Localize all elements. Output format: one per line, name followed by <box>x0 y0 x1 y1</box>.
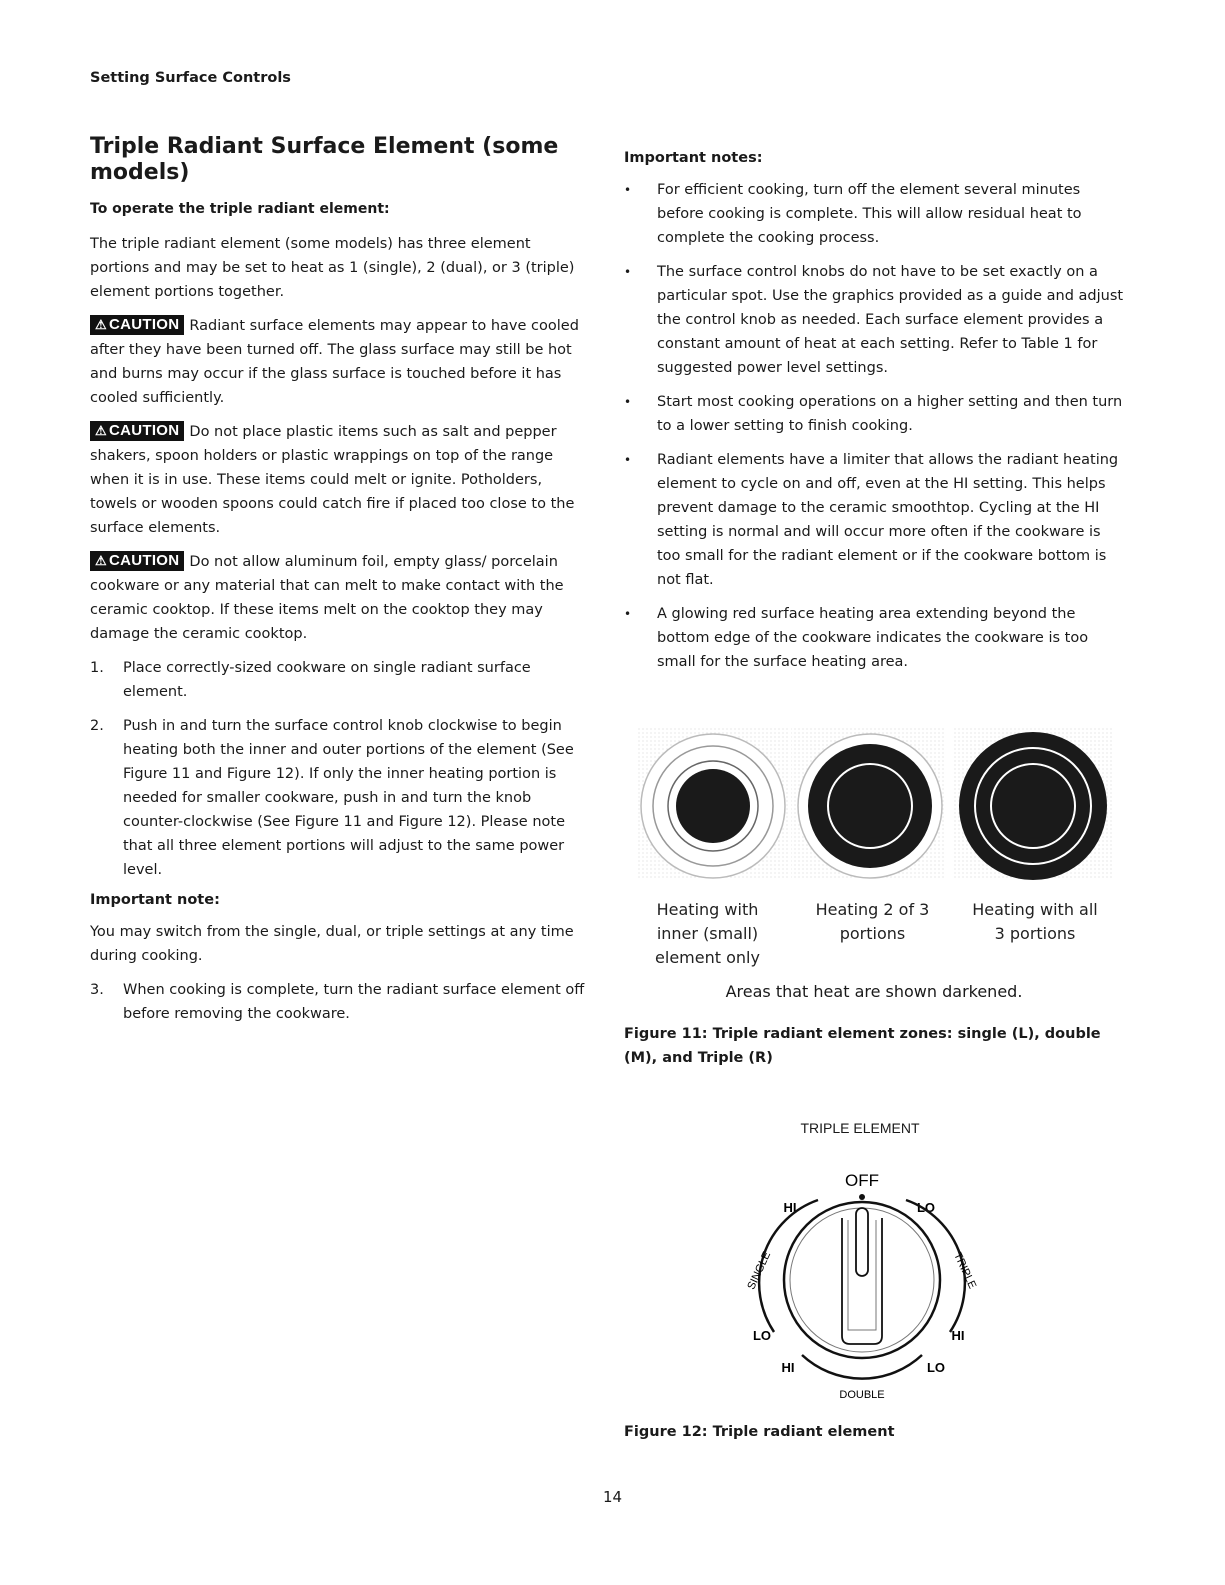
step-text: Place correctly-sized cookware on single radiant surface element. <box>123 659 531 700</box>
caution-text-1: Radiant surface elements may appear to have cooled after they have been turned off. The glass surface may still be hot and burns may occur if the glass surface is touched before it has cooled sufficiently. <box>90 317 579 406</box>
figure-12-caption: Figure 12: Triple radiant element <box>624 1424 895 1440</box>
step-number: 1. <box>90 659 104 676</box>
knob-double-label: DOUBLE <box>839 1389 885 1401</box>
note-text: For efficient cooking, turn off the element several minutes before cooking is complete. This will allow residual heat to complete the cooking process. <box>657 182 1082 246</box>
knob-lo-bottom-label: LO <box>926 1360 946 1375</box>
knob-hi-right-label: HI <box>951 1328 965 1343</box>
bullet-icon: • <box>624 453 632 467</box>
steps-list <box>90 656 590 882</box>
right-column <box>624 150 1124 684</box>
knob-hi-bottom-label: HI <box>781 1360 795 1375</box>
element-label-single: Heating with inner (small) element only <box>655 900 760 967</box>
section-header: Setting Surface Controls <box>90 70 291 86</box>
element-label-triple: Heating with all 3 portions <box>972 900 1098 943</box>
important-notes-label: Important notes: <box>624 150 763 166</box>
figure-11-element-zones <box>638 728 1128 890</box>
caution-label: CAUTION <box>108 315 180 333</box>
page-title: Triple Radiant Surface Element (some models) <box>90 134 559 186</box>
note-item <box>624 260 1124 380</box>
element-triple-illustration <box>952 728 1112 880</box>
note-text: Radiant elements have a limiter that allows the radiant heating element to cycle on and off, even at the HI setting. This helps prevent damage to the ceramic smoothtop. Cycling at the HI setting is normal and will occur more often if the cookware is too small for the radiant element or if the cookware bottom is not flat. <box>657 452 1119 588</box>
knob-triple-label: TRIPLE <box>951 1250 979 1291</box>
bullet-icon: • <box>624 395 632 409</box>
caution-badge <box>90 315 184 335</box>
bullet-icon: • <box>624 265 632 279</box>
caution-paragraph-3 <box>90 550 590 646</box>
note-text: A glowing red surface heating area extending beyond the bottom edge of the cookware indicates the cookware is too small for the surface heating area. <box>657 606 1089 670</box>
note-item <box>624 448 1124 592</box>
caution-label: CAUTION <box>108 551 180 569</box>
knob-hi-top-label: HI <box>783 1200 797 1215</box>
figure-12-knob-diagram <box>740 1160 980 1410</box>
knob-single-label: SINGLE <box>745 1249 774 1292</box>
element-label-double: Heating 2 of 3 portions <box>815 900 930 943</box>
knob-lo-left-label: LO <box>752 1328 772 1343</box>
step-item <box>90 978 590 1026</box>
off-dot-icon <box>859 1194 865 1200</box>
warning-triangle-icon: ⚠ <box>95 422 107 438</box>
step-item <box>90 714 590 882</box>
knob-lo-top-label: LO <box>916 1200 936 1215</box>
caution-label: CAUTION <box>108 421 180 439</box>
note-item <box>624 602 1124 674</box>
intro-paragraph: The triple radiant element (some models) has three element portions and may be set to heat as 1 (single), 2 (dual), or 3 (triple) element portions together. <box>90 235 575 300</box>
knob-title: TRIPLE ELEMENT <box>800 1120 920 1136</box>
caution-paragraph-1 <box>90 314 590 410</box>
warning-triangle-icon: ⚠ <box>95 552 107 568</box>
notes-list <box>624 178 1124 674</box>
step-number: 3. <box>90 981 104 998</box>
note-text: The surface control knobs do not have to be set exactly on a particular spot. Use the graphics provided as a guide and adjust the control knob as needed. Each surface element provides a constant amount of heat at each setting. Refer to Table 1 for suggested power level settings. <box>657 264 1124 376</box>
element-double-illustration <box>791 728 946 878</box>
figure-11-caption: Figure 11: Triple radiant element zones: single (L), double (M), and Triple (R) <box>624 1026 1101 1066</box>
step-text: Push in and turn the surface control knob clockwise to begin heating both the inner and outer portions of the element (See Figure 11 and Figure 12). If only the inner heating portion is needed for smaller cookware, push in and turn the knob counter-clockwise (See Figure 11 and Figure 12). Please note that all three element portions will adjust to the same power level. <box>123 717 574 878</box>
caution-badge <box>90 421 184 441</box>
caution-paragraph-2 <box>90 420 590 540</box>
bullet-icon: • <box>624 607 632 621</box>
element-single-illustration <box>638 728 788 878</box>
caution-badge <box>90 551 184 571</box>
knob-off-label: OFF <box>845 1171 879 1190</box>
important-note-label: Important note: <box>90 891 220 908</box>
note-item <box>624 390 1124 438</box>
warning-triangle-icon: ⚠ <box>95 316 107 332</box>
step-number: 2. <box>90 717 104 734</box>
operate-subheading: To operate the triple radiant element: <box>90 200 390 217</box>
bullet-icon: • <box>624 183 632 197</box>
left-column <box>90 134 590 1036</box>
page-number: 14 <box>602 1488 623 1506</box>
caution-text-3: Do not allow aluminum foil, empty glass/ porcelain cookware or any material that can melt to make contact with the ceramic cooktop. If these items melt on the cooktop they may damage the ceramic cooktop. <box>90 553 564 642</box>
step-item <box>90 656 590 704</box>
knob-icon <box>784 1202 940 1358</box>
step-text: When cooking is complete, turn the radiant surface element off before removing the cookware. <box>123 981 585 1022</box>
areas-note: Areas that heat are shown darkened. <box>725 982 1023 1001</box>
steps-list-continued <box>90 978 590 1026</box>
caution-text-2: Do not place plastic items such as salt and pepper shakers, spoon holders or plastic wrappings on top of the range when it is in use. These items could melt or ignite. Potholders, towels or wooden spoons could catch fire if placed too close to the surface elements. <box>90 423 575 536</box>
note-item <box>624 178 1124 250</box>
note-text: Start most cooking operations on a higher setting and then turn to a lower setting to finish cooking. <box>657 394 1123 434</box>
important-note-text: You may switch from the single, dual, or triple settings at any time during cooking. <box>90 923 574 964</box>
